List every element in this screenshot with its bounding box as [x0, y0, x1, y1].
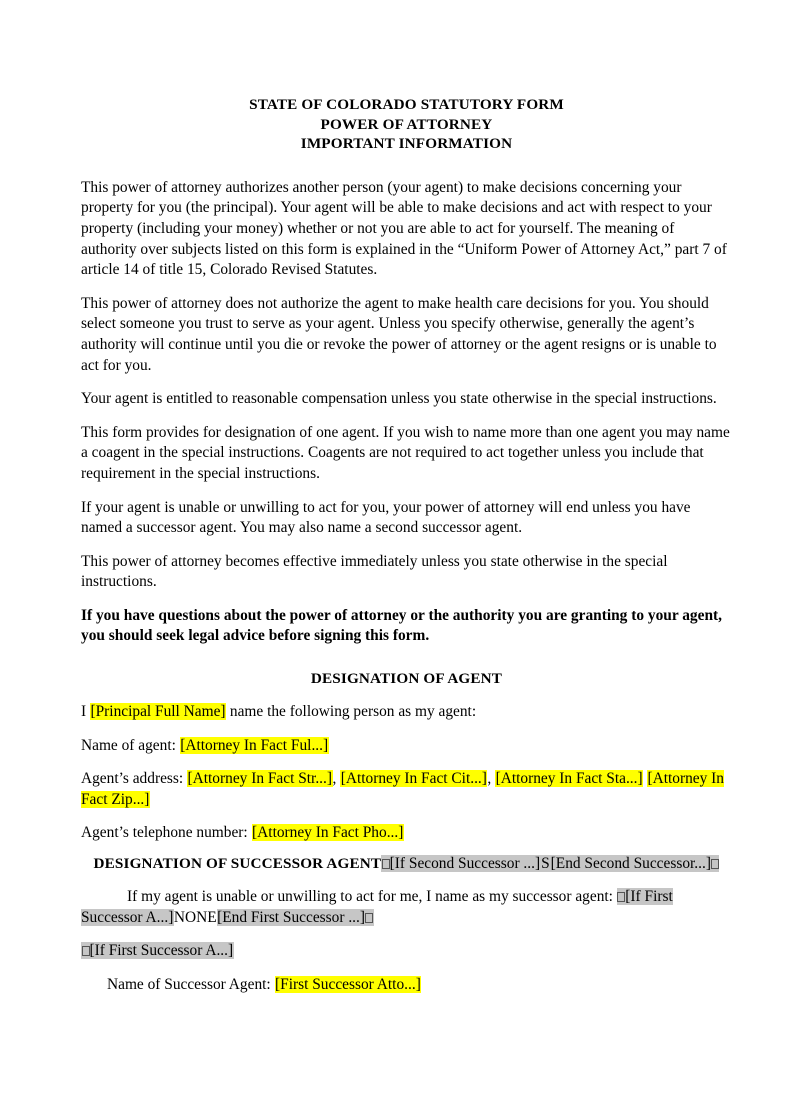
name-of-successor-agent-line	[81, 975, 732, 996]
principal-line-prefix: I	[81, 703, 90, 721]
agent-telephone-field[interactable]: [Attorney In Fact Pho...]	[252, 824, 404, 842]
agent-street-field[interactable]: [Attorney In Fact Str...]	[187, 770, 332, 788]
first-successor-attorney-field[interactable]: [First Successor Atto...]	[275, 975, 421, 993]
first-successor-value: NONE	[173, 908, 217, 926]
successor-agent-paragraph	[81, 887, 732, 928]
spacer	[81, 593, 732, 606]
name-of-successor-agent-label: Name of Successor Agent:	[107, 975, 275, 993]
first-successor-conditional-field[interactable]	[81, 942, 234, 959]
spacer	[81, 723, 732, 736]
paragraph-authorization: This power of attorney authorizes another person (your agent) to make decisions concerning your property for you (the principal). Your agent will be able to make decisions and act with respect to your property (including your money) whether or not you are able to act for yourself. The meaning of authority over subjects listed on this form is explained in the “Uniform Power of Attorney Act,” part 7 of article 14 of title 15, Colorado Revised Statutes.	[81, 178, 727, 279]
address-separator-1: ,	[332, 770, 341, 788]
agent-full-name-field[interactable]: [Attorney In Fact Ful...]	[180, 736, 329, 754]
spacer	[81, 376, 732, 389]
spacer	[81, 281, 732, 294]
spacer	[81, 756, 732, 769]
second-successor-close-label: [End Second Successor...]	[550, 855, 711, 873]
paragraph-legal-advice: If you have questions about the power of attorney or the authority you are granting to your agent, you should seek legal advice before signing this form.	[81, 606, 722, 645]
principal-name-line	[81, 702, 732, 723]
principal-full-name-field[interactable]: [Principal Full Name]	[90, 703, 226, 721]
name-of-agent-line	[81, 736, 732, 757]
spacer	[81, 962, 732, 975]
paragraph-effective: This power of attorney becomes effective immediately unless you state otherwise in the special instructions.	[81, 552, 668, 591]
second-successor-open-label: [If Second Successor ...]	[389, 855, 541, 873]
agent-telephone-line	[81, 823, 732, 844]
spacer	[81, 689, 732, 702]
paragraph-health-care: This power of attorney does not authorize the agent to make health care decisions for you. You should select someone you trust to serve as your agent. Unless you specify otherwise, generally the agent’s authority will continue until you die or revoke the power of attorney or the agent resigns or is unable to act for you.	[81, 294, 717, 374]
address-separator-2: ,	[487, 770, 496, 788]
title-line-2: POWER OF ATTORNEY	[320, 115, 493, 133]
field-code-box-icon	[382, 859, 390, 869]
first-successor-conditional-label: [If First Successor A...]	[89, 942, 234, 960]
field-code-box-icon	[365, 913, 373, 923]
principal-line-suffix: name the following person as my agent:	[226, 703, 477, 721]
successor-paragraph-text: If my agent is unable or unwilling to act for me, I name as my successor agent:	[127, 888, 617, 906]
agent-city-field[interactable]: [Attorney In Fact Cit...]	[340, 770, 487, 788]
title-line-1: STATE OF COLORADO STATUTORY FORM	[249, 96, 564, 113]
spacer	[81, 647, 732, 669]
spacer	[81, 928, 732, 941]
second-successor-close-field[interactable]	[550, 855, 719, 872]
paragraph-coagent: This form provides for designation of one agent. If you wish to name more than one agent you may name a coagent in the special instructions. Coagents are not required to act together unless you include that requirement in the special instructions.	[81, 423, 730, 482]
agent-address-line	[81, 769, 732, 810]
title-line-3: IMPORTANT INFORMATION	[300, 135, 513, 153]
agent-zip-field[interactable]: [Attorney In Fact Zip...]	[81, 770, 724, 808]
paragraph-compensation: Your agent is entitled to reasonable compensation unless you state otherwise in the special instructions.	[81, 390, 717, 408]
first-successor-open-label: [If First Successor A...]	[81, 888, 673, 926]
successor-heading-text: DESIGNATION OF SUCCESSOR AGENT	[93, 855, 382, 873]
spacer	[81, 485, 732, 498]
document-title	[81, 95, 732, 154]
heading-designation-of-successor-agent	[81, 853, 732, 874]
first-successor-close-label: [End First Successor ...]	[217, 908, 365, 926]
spacer	[81, 844, 732, 853]
spacer	[81, 539, 732, 552]
field-code-box-icon	[82, 946, 90, 956]
successor-heading-between: S	[541, 855, 550, 873]
spacer	[81, 810, 732, 823]
field-code-box-icon	[711, 859, 719, 869]
spacer	[81, 154, 732, 178]
agent-state-field[interactable]: [Attorney In Fact Sta...]	[495, 770, 643, 788]
name-of-agent-label: Name of agent:	[81, 736, 180, 754]
second-successor-open-field[interactable]	[381, 855, 540, 872]
first-successor-close-field[interactable]	[217, 909, 374, 926]
agent-telephone-label: Agent’s telephone number:	[81, 824, 252, 842]
first-successor-conditional-line	[81, 941, 732, 962]
heading-designation-of-agent: DESIGNATION OF AGENT	[310, 670, 503, 688]
spacer	[81, 410, 732, 423]
spacer	[81, 874, 732, 887]
paragraph-successor: If your agent is unable or unwilling to act for you, your power of attorney will end unless you have named a successor agent. You may also name a second successor agent.	[81, 498, 691, 537]
agent-address-label: Agent’s address:	[81, 770, 188, 788]
